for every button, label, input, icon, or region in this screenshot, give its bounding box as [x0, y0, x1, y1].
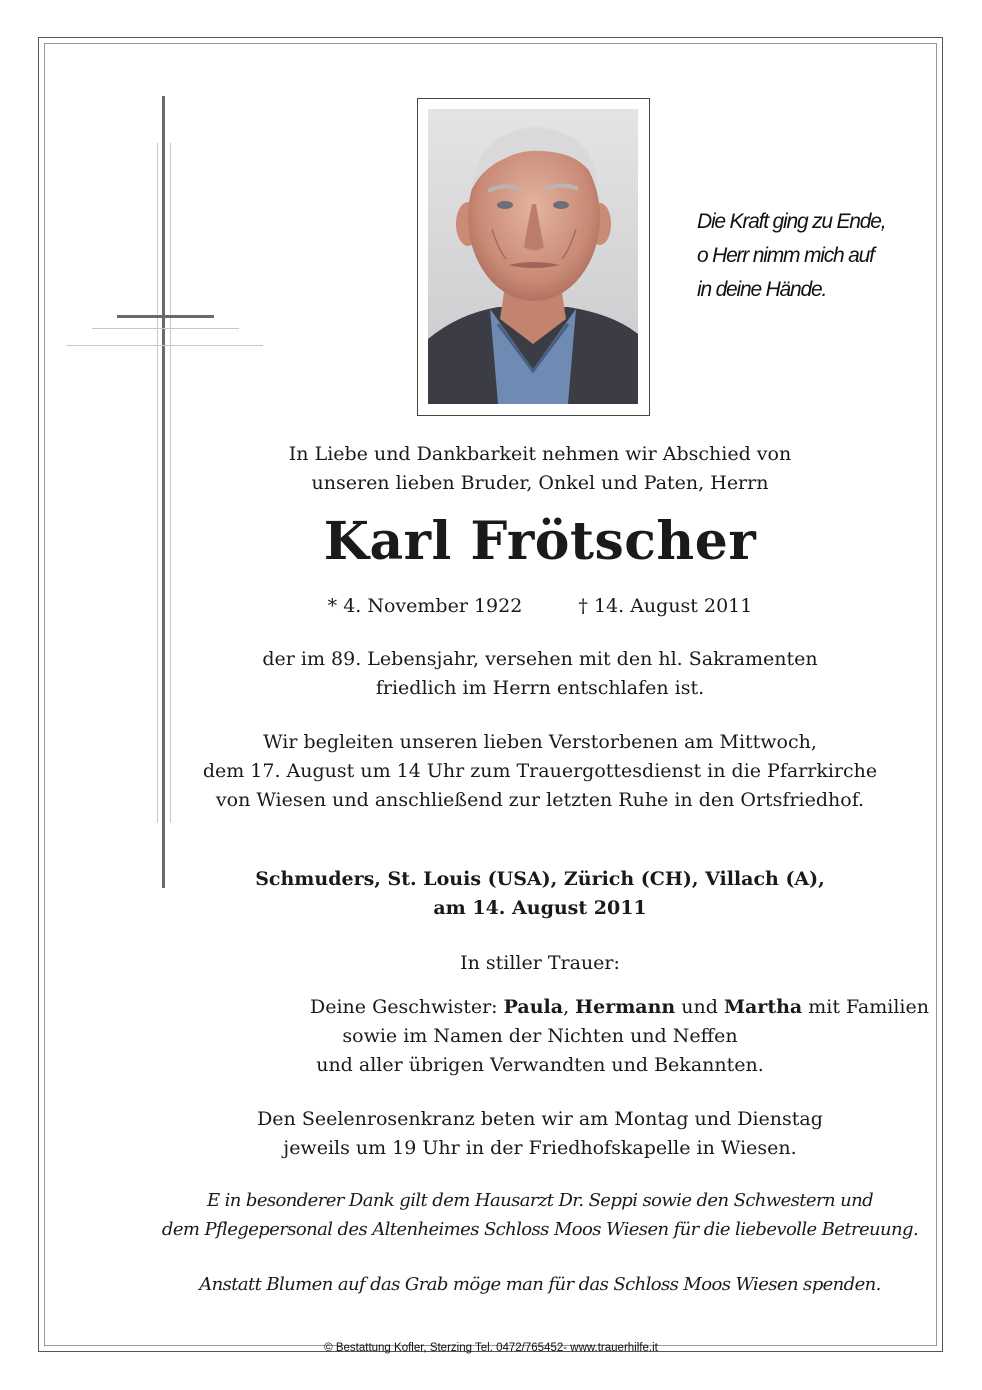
life-dates	[160, 592, 920, 621]
siblings-separator: ,	[563, 996, 576, 1018]
life-text	[160, 645, 920, 703]
siblings-suffix: mit Familien	[802, 996, 929, 1018]
thanks-line: E in besonderer Dank gilt dem Hausarzt Dr. Seppi sowie den Schwestern und	[206, 1190, 874, 1211]
mourning-line: sowie im Namen der Nichten und Neffen	[342, 1025, 738, 1047]
intro-line: unseren lieben Bruder, Onkel und Paten, Herrn	[311, 472, 769, 494]
portrait-photo	[428, 109, 638, 404]
flowers-line: Anstatt Blumen auf das Grab möge man für das Schloss Moos Wiesen spenden.	[199, 1274, 881, 1295]
flowers-text	[160, 1270, 920, 1299]
quote-line: o Herr nimm mich auf	[697, 244, 874, 267]
footer-credit: © Bestattung Kofler, Sterzing Tel. 0472/765452- www.trauerhilfe.it	[324, 1342, 658, 1354]
funeral-line: dem 17. August um 14 Uhr zum Trauergottesdienst in die Pfarrkirche	[202, 760, 878, 782]
deceased-name: Karl Frötscher	[323, 511, 757, 572]
birth-date: * 4. November 1922	[327, 595, 523, 617]
funeral-text	[160, 728, 920, 815]
life-line: friedlich im Herrn entschlafen ist.	[375, 677, 705, 699]
place-line: Schmuders, St. Louis (USA), Zürich (CH), Villach (A),	[255, 868, 825, 890]
intro-line: In Liebe und Dankbarkeit nehmen wir Abschied von	[288, 443, 792, 465]
rosary-line: Den Seelenrosenkranz beten wir am Montag und Dienstag	[257, 1108, 823, 1130]
sibling-name: Hermann	[575, 996, 676, 1018]
sibling-name: Paula	[503, 996, 564, 1018]
rosary-line: jeweils um 19 Uhr in der Friedhofskapelle in Wiesen.	[283, 1137, 797, 1159]
death-date: † 14. August 2011	[578, 595, 753, 617]
mourning-siblings	[160, 993, 929, 1080]
funeral-line: von Wiesen und anschließend zur letzten Ruhe in den Ortsfriedhof.	[215, 789, 865, 811]
thanks-text	[160, 1186, 920, 1244]
quote	[697, 205, 885, 307]
sibling-name: Martha	[723, 996, 803, 1018]
portrait-frame	[417, 98, 650, 416]
rosary-text	[160, 1105, 920, 1163]
quote-line: in deine Hände.	[697, 278, 827, 301]
quote-line: Die Kraft ging zu Ende,	[697, 210, 886, 233]
intro-text	[160, 440, 920, 498]
place-line: am 14. August 2011	[433, 897, 647, 919]
life-line: der im 89. Lebensjahr, versehen mit den hl. Sakramenten	[262, 648, 818, 670]
siblings-prefix: Deine Geschwister:	[310, 996, 504, 1018]
place-date	[160, 865, 920, 923]
funeral-line: Wir begleiten unseren lieben Verstorbenen am Mittwoch,	[263, 731, 817, 753]
mourning-line: und aller übrigen Verwandten und Bekannten.	[316, 1054, 764, 1076]
mourning-heading: In stiller Trauer:	[460, 952, 620, 974]
thanks-line: dem Pflegepersonal des Altenheimes Schloss Moos Wiesen für die liebevolle Betreuung.	[161, 1219, 919, 1240]
siblings-separator: und	[675, 996, 724, 1018]
